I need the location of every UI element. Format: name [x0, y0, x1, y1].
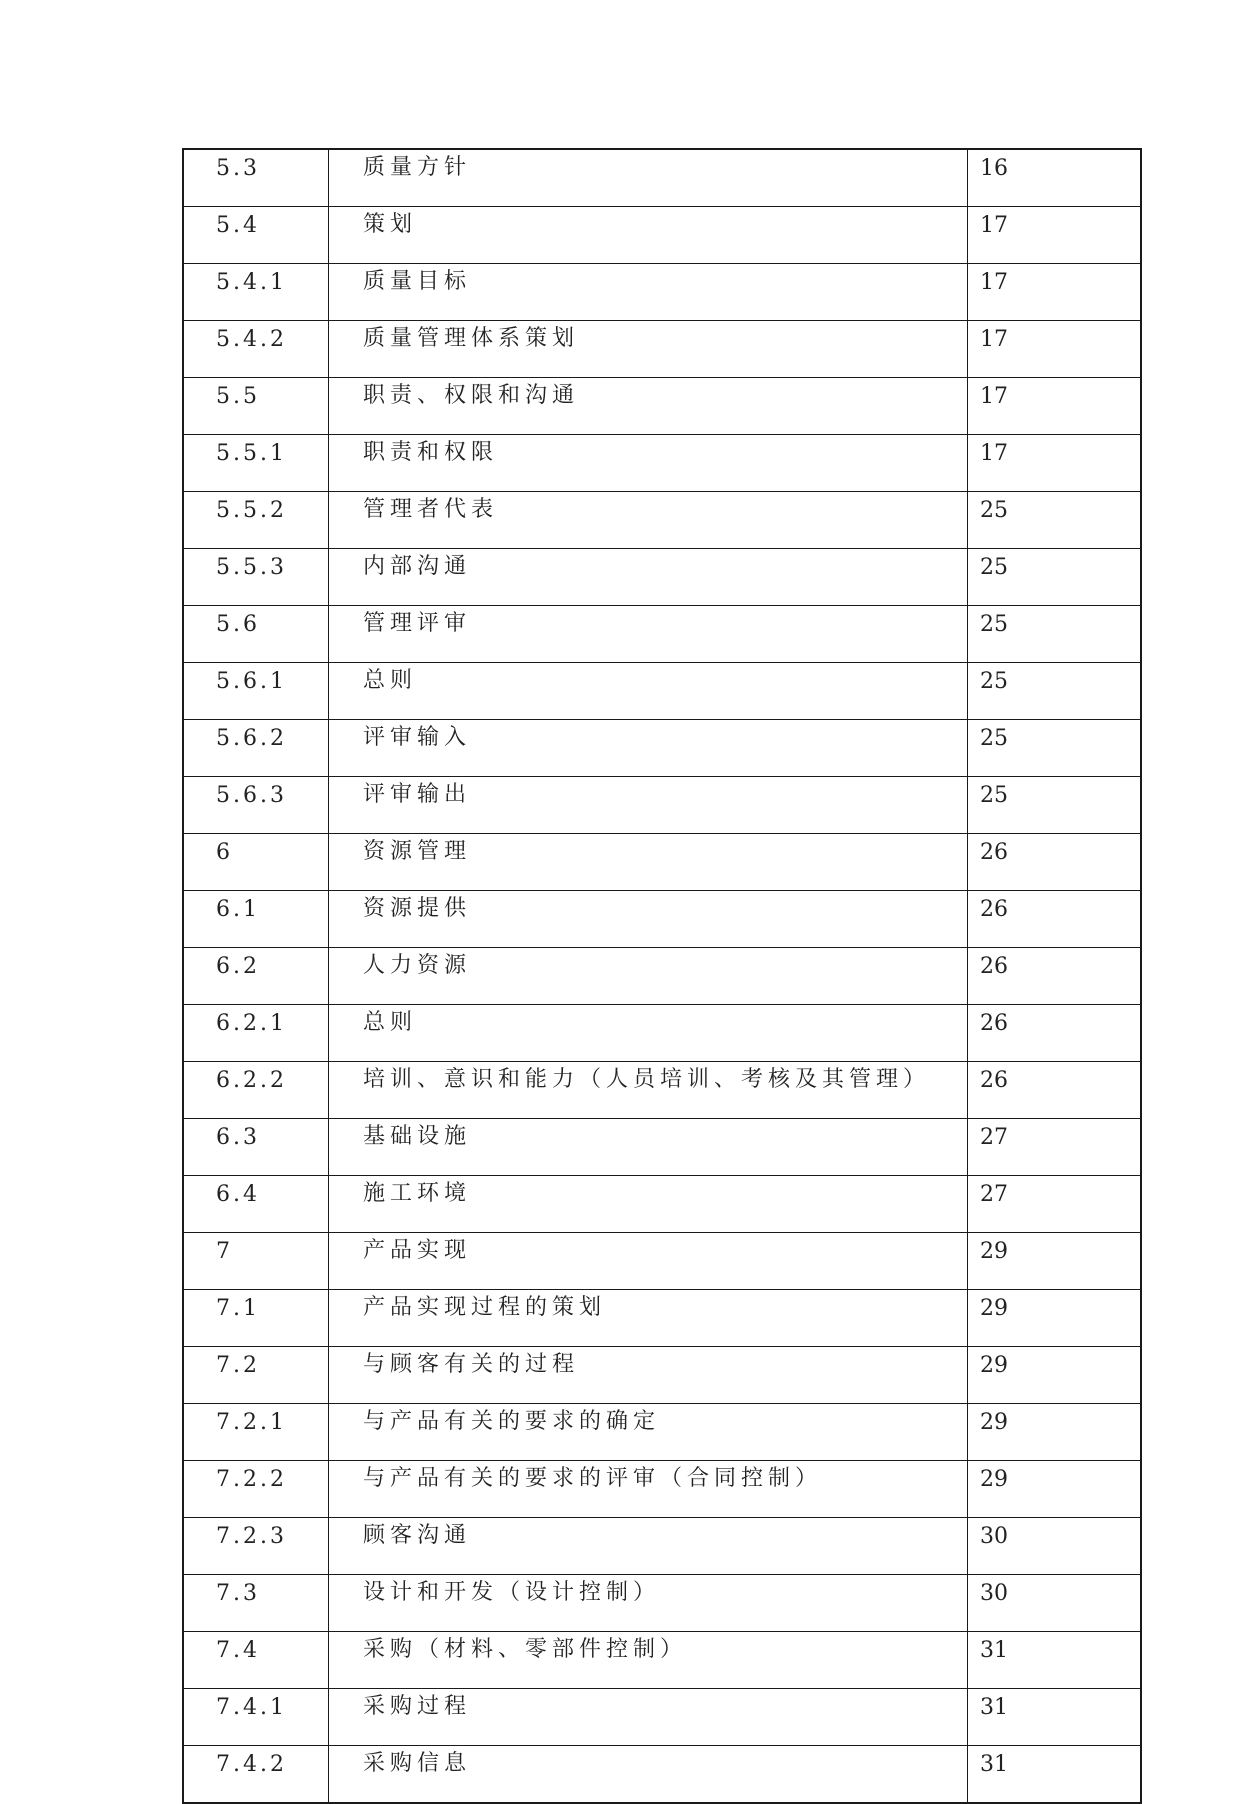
toc-section-title: 职责和权限 [329, 435, 968, 492]
toc-section-number: 6.4 [183, 1176, 329, 1233]
toc-row [183, 1404, 1141, 1461]
toc-page-number: 26 [968, 834, 1142, 891]
toc-row [183, 891, 1141, 948]
toc-section-number: 5.4 [183, 207, 329, 264]
toc-page-number: 31 [968, 1689, 1142, 1746]
toc-page-number: 27 [968, 1119, 1142, 1176]
toc-row [183, 1062, 1141, 1119]
toc-section-number: 5.5.2 [183, 492, 329, 549]
toc-page-number: 31 [968, 1746, 1142, 1804]
toc-section-number: 5.4.2 [183, 321, 329, 378]
toc-section-title: 设计和开发（设计控制） [329, 1575, 968, 1632]
toc-section-title: 管理者代表 [329, 492, 968, 549]
toc-section-number: 6.2.1 [183, 1005, 329, 1062]
toc-section-title: 质量方针 [329, 149, 968, 207]
toc-row [183, 834, 1141, 891]
toc-section-number: 7.4 [183, 1632, 329, 1689]
toc-section-title: 基础设施 [329, 1119, 968, 1176]
toc-page-number: 30 [968, 1575, 1142, 1632]
toc-row [183, 777, 1141, 834]
toc-section-title: 资源提供 [329, 891, 968, 948]
toc-section-title: 内部沟通 [329, 549, 968, 606]
toc-page-number: 25 [968, 720, 1142, 777]
toc-row [183, 1575, 1141, 1632]
toc-section-title: 与产品有关的要求的评审（合同控制） [329, 1461, 968, 1518]
toc-section-number: 5.6.3 [183, 777, 329, 834]
toc-row [183, 378, 1141, 435]
toc-section-title: 质量管理体系策划 [329, 321, 968, 378]
toc-section-title: 与产品有关的要求的确定 [329, 1404, 968, 1461]
toc-section-number: 5.5 [183, 378, 329, 435]
toc-page-number: 17 [968, 321, 1142, 378]
toc-row [183, 1290, 1141, 1347]
toc-section-number: 5.5.1 [183, 435, 329, 492]
toc-section-title: 采购（材料、零部件控制） [329, 1632, 968, 1689]
toc-section-title: 施工环境 [329, 1176, 968, 1233]
toc-section-number: 5.4.1 [183, 264, 329, 321]
toc-section-title: 策划 [329, 207, 968, 264]
toc-section-title: 培训、意识和能力（人员培训、考核及其管理） [329, 1062, 968, 1119]
toc-page-number: 25 [968, 777, 1142, 834]
toc-page-number: 26 [968, 948, 1142, 1005]
toc-section-number: 5.3 [183, 149, 329, 207]
toc-row [183, 1689, 1141, 1746]
toc-table [182, 148, 1142, 1804]
toc-section-title: 人力资源 [329, 948, 968, 1005]
toc-section-title: 职责、权限和沟通 [329, 378, 968, 435]
toc-section-title: 资源管理 [329, 834, 968, 891]
toc-section-number: 6.2 [183, 948, 329, 1005]
toc-page-number: 29 [968, 1461, 1142, 1518]
toc-section-number: 5.6 [183, 606, 329, 663]
toc-section-number: 6.3 [183, 1119, 329, 1176]
toc-section-number: 6.1 [183, 891, 329, 948]
toc-row [183, 549, 1141, 606]
toc-section-number: 7 [183, 1233, 329, 1290]
toc-section-number: 7.4.1 [183, 1689, 329, 1746]
toc-row [183, 663, 1141, 720]
toc-row [183, 720, 1141, 777]
toc-page-number: 25 [968, 606, 1142, 663]
toc-section-number: 7.2 [183, 1347, 329, 1404]
toc-section-title: 总则 [329, 1005, 968, 1062]
toc-page-number: 25 [968, 492, 1142, 549]
toc-row [183, 1746, 1141, 1804]
toc-row [183, 321, 1141, 378]
toc-page-number: 27 [968, 1176, 1142, 1233]
toc-row [183, 606, 1141, 663]
toc-page-number: 26 [968, 1062, 1142, 1119]
toc-page-number: 26 [968, 891, 1142, 948]
toc-section-number: 6.2.2 [183, 1062, 329, 1119]
toc-row [183, 207, 1141, 264]
toc-row [183, 1461, 1141, 1518]
toc-page-number: 29 [968, 1233, 1142, 1290]
toc-section-title: 质量目标 [329, 264, 968, 321]
toc-page-number: 17 [968, 264, 1142, 321]
toc-row [183, 1233, 1141, 1290]
toc-section-title: 管理评审 [329, 606, 968, 663]
toc-page-number: 29 [968, 1347, 1142, 1404]
toc-section-number: 5.6.1 [183, 663, 329, 720]
toc-row [183, 1005, 1141, 1062]
toc-page-number: 26 [968, 1005, 1142, 1062]
toc-page-number: 17 [968, 207, 1142, 264]
toc-section-title: 评审输出 [329, 777, 968, 834]
toc-row [183, 492, 1141, 549]
toc-page-number: 16 [968, 149, 1142, 207]
toc-page-number: 17 [968, 435, 1142, 492]
toc-page-number: 17 [968, 378, 1142, 435]
toc-page-number: 29 [968, 1404, 1142, 1461]
toc-page-number: 29 [968, 1290, 1142, 1347]
toc-section-title: 顾客沟通 [329, 1518, 968, 1575]
toc-section-number: 6 [183, 834, 329, 891]
toc-section-title: 采购信息 [329, 1746, 968, 1804]
toc-section-title: 评审输入 [329, 720, 968, 777]
toc-row [183, 1176, 1141, 1233]
toc-section-number: 7.2.3 [183, 1518, 329, 1575]
toc-section-number: 7.3 [183, 1575, 329, 1632]
toc-section-title: 产品实现 [329, 1233, 968, 1290]
toc-section-number: 7.2.1 [183, 1404, 329, 1461]
toc-section-number: 5.6.2 [183, 720, 329, 777]
toc-row [183, 264, 1141, 321]
toc-page-number: 25 [968, 663, 1142, 720]
toc-row [183, 1632, 1141, 1689]
toc-section-title: 与顾客有关的过程 [329, 1347, 968, 1404]
toc-section-number: 7.2.2 [183, 1461, 329, 1518]
toc-row [183, 435, 1141, 492]
toc-row [183, 1347, 1141, 1404]
toc-row [183, 1119, 1141, 1176]
toc-row [183, 948, 1141, 1005]
toc-row [183, 149, 1141, 207]
toc-page-number: 30 [968, 1518, 1142, 1575]
toc-page-number: 25 [968, 549, 1142, 606]
toc-section-number: 7.1 [183, 1290, 329, 1347]
toc-section-title: 产品实现过程的策划 [329, 1290, 968, 1347]
toc-row [183, 1518, 1141, 1575]
toc-section-title: 总则 [329, 663, 968, 720]
toc-section-title: 采购过程 [329, 1689, 968, 1746]
toc-page-number: 31 [968, 1632, 1142, 1689]
toc-section-number: 7.4.2 [183, 1746, 329, 1804]
toc-section-number: 5.5.3 [183, 549, 329, 606]
toc-body [183, 149, 1141, 1803]
